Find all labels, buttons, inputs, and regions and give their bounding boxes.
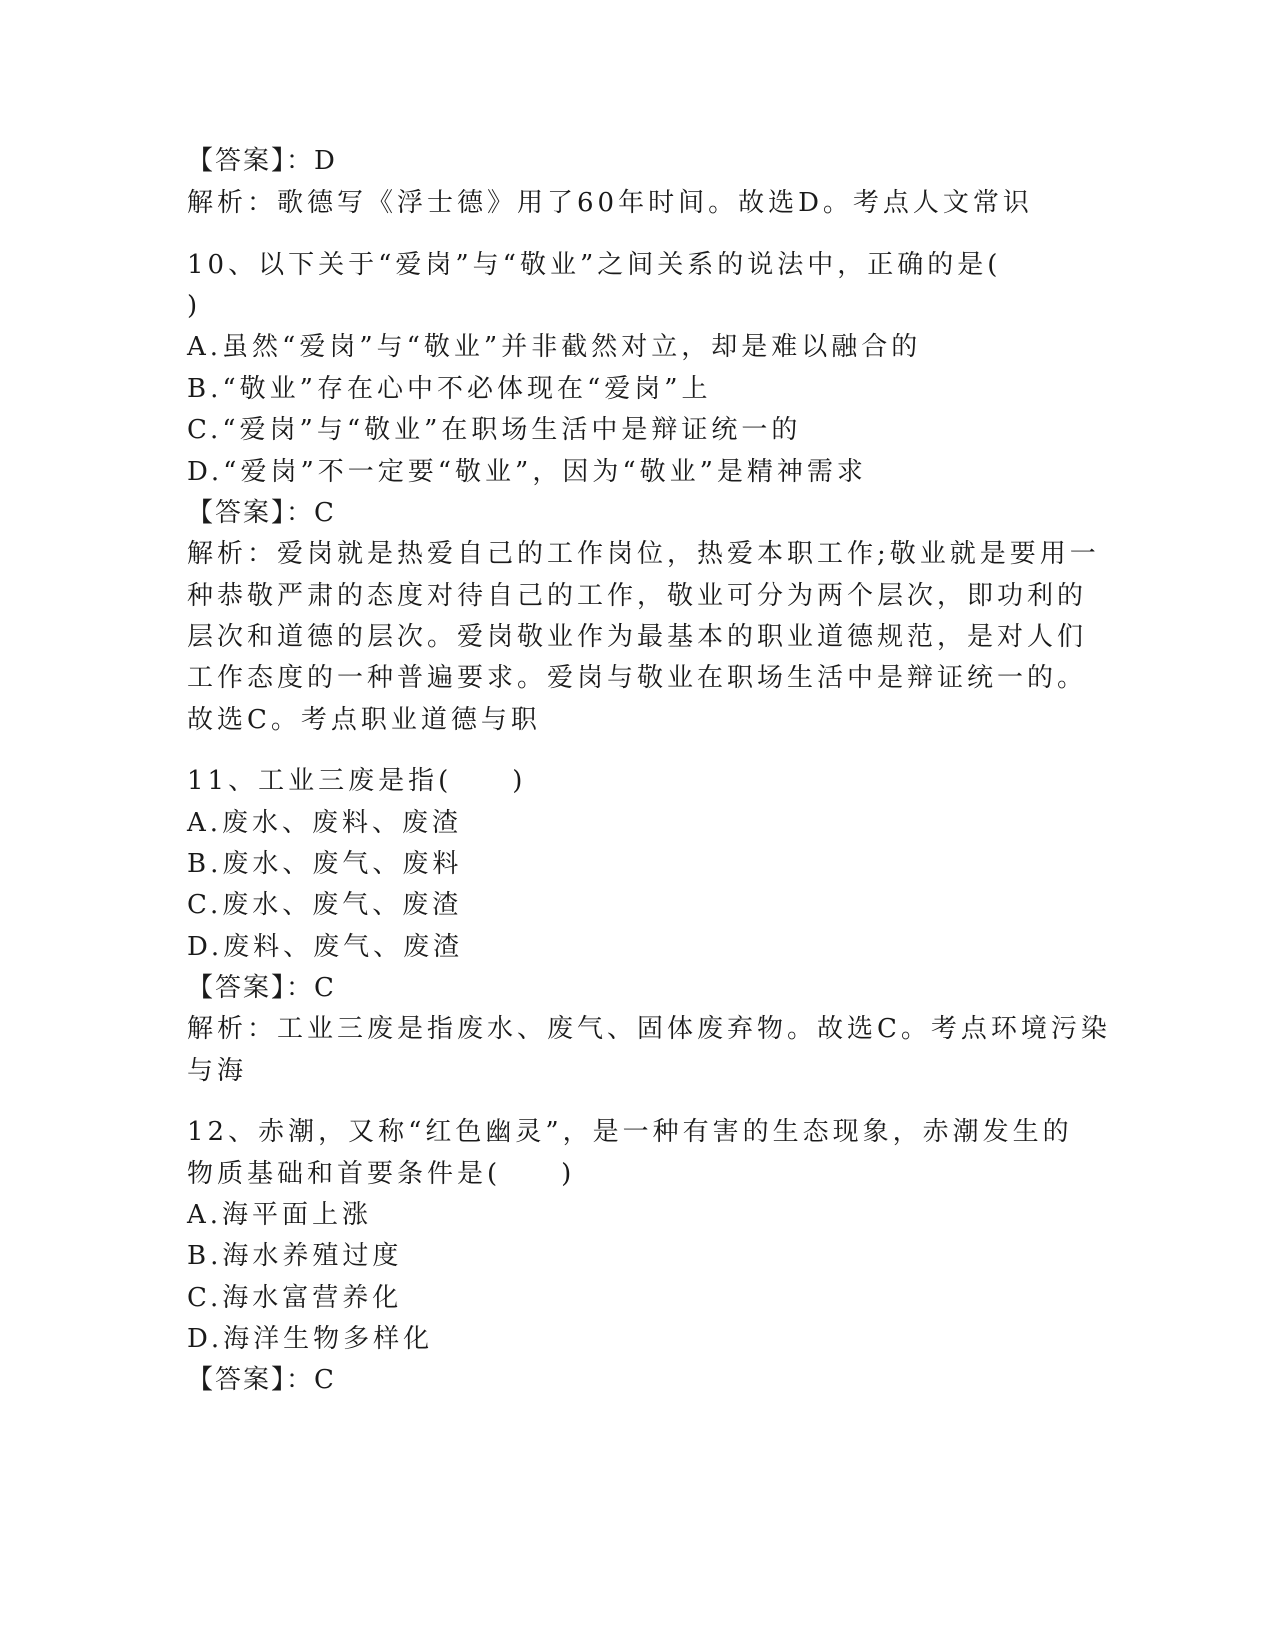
q12-stem-line1: 12、赤潮，又称“红色幽灵”，是一种有害的生态现象，赤潮发生的 xyxy=(187,1117,1073,1147)
q12-option-a: A.海平面上涨 xyxy=(187,1200,373,1230)
q11-option-d: D.废料、废气、废渣 xyxy=(187,932,464,962)
q10-analysis-line1: 解析：爱岗就是热爱自己的工作岗位，热爱本职工作;敬业就是要用一 xyxy=(187,539,1100,569)
q10-stem-line2: ) xyxy=(187,291,202,321)
q10-option-b: B.“敬业”存在心中不必体现在“爱岗”上 xyxy=(187,374,712,404)
q10-analysis-line5: 故选C。考点职业道德与职 xyxy=(187,705,541,735)
q12-option-d: D.海洋生物多样化 xyxy=(187,1324,434,1354)
q10-stem-line1: 10、以下关于“爱岗”与“敬业”之间关系的说法中，正确的是( xyxy=(187,250,1002,280)
q10-answer: 【答案】：C xyxy=(187,498,336,528)
q11-option-a: A.废水、废料、废渣 xyxy=(187,808,463,838)
q11-answer: 【答案】：C xyxy=(187,973,336,1003)
q12-option-b: B.海水养殖过度 xyxy=(187,1241,403,1271)
q11-analysis-line1: 解析：工业三废是指废水、废气、固体废弃物。故选C。考点环境污染 xyxy=(187,1014,1111,1044)
q12-option-c: C.海水富营养化 xyxy=(187,1283,403,1313)
q11-option-c: C.废水、废气、废渣 xyxy=(187,890,463,920)
q10-option-d: D.“爱岗”不一定要“敬业”，因为“敬业”是精神需求 xyxy=(187,457,867,487)
q11-option-b: B.废水、废气、废料 xyxy=(187,849,463,879)
q12-stem-line2: 物质基础和首要条件是( ) xyxy=(187,1159,576,1189)
q11-stem: 11、工业三废是指( ) xyxy=(187,766,527,796)
q10-analysis-line2: 种恭敬严肃的态度对待自己的工作，敬业可分为两个层次，即功利的 xyxy=(187,581,1088,611)
q11-analysis-line2: 与海 xyxy=(187,1056,248,1086)
q12-answer: 【答案】：C xyxy=(187,1365,336,1395)
q10-analysis-line3: 层次和道德的层次。爱岗敬业作为最基本的职业道德规范，是对人们 xyxy=(187,622,1088,652)
q10-analysis-line4: 工作态度的一种普遍要求。爱岗与敬业在职场生活中是辩证统一的。 xyxy=(187,663,1088,693)
q9-analysis: 解析：歌德写《浮士德》用了60年时间。故选D。考点人文常识 xyxy=(187,188,1033,218)
q10-option-a: A.虽然“爱岗”与“敬业”并非截然对立，却是难以融合的 xyxy=(187,332,922,362)
q10-option-c: C.“爱岗”与“敬业”在职场生活中是辩证统一的 xyxy=(187,415,802,445)
q9-answer: 【答案】：D xyxy=(187,146,337,176)
